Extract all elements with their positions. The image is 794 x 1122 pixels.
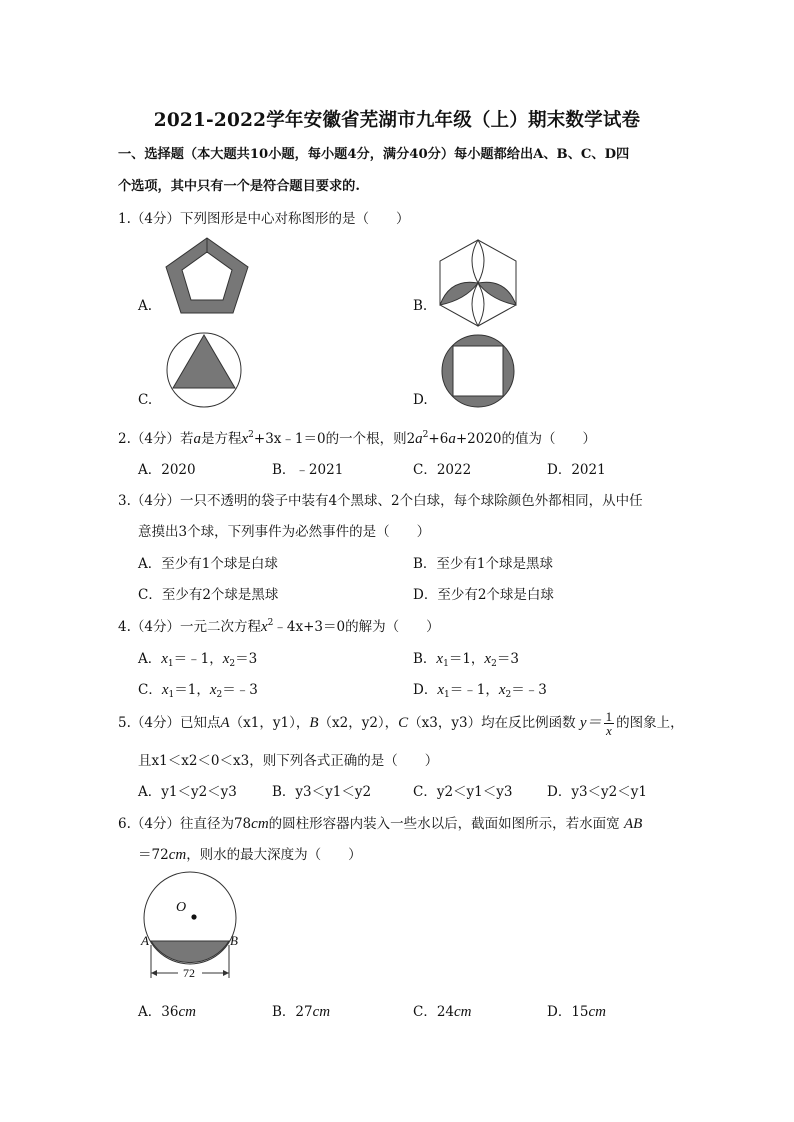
page-title: 2021-2022学年安徽省芜湖市九年级（上）期末数学试卷 (153, 110, 641, 131)
question-3-stem-line2: 意摸出3个球，下列事件为必然事件的是（ ） (138, 524, 431, 540)
option-3a[interactable]: A．至少有1个球是白球 (138, 556, 278, 572)
option-6c[interactable]: C．24cm (413, 1004, 472, 1020)
question-6-stem-line2: ＝72cm，则水的最大深度为（ ） (138, 847, 362, 863)
option-1d-label: D. (413, 392, 428, 408)
figure-1d-circle-square (439, 332, 517, 410)
figure-1b-hexagon (436, 238, 520, 328)
figure-6-label-b: B (230, 933, 238, 948)
option-6d[interactable]: D．15cm (547, 1004, 607, 1020)
figure-6-label-width: 72 (183, 966, 195, 980)
figure-1c-circle-triangle (164, 330, 244, 410)
option-3d[interactable]: D．至少有2个球是白球 (413, 587, 554, 603)
option-1c-label: C. (138, 392, 153, 408)
option-6a[interactable]: A．36cm (138, 1004, 196, 1020)
option-3c[interactable]: C．至少有2个球是黑球 (138, 587, 279, 603)
option-5d[interactable]: D．y3＜y2＜y1 (547, 784, 647, 800)
figure-6-label-a: A (141, 933, 149, 948)
question-1-stem: 1.（4分）下列图形是中心对称图形的是（ ） (118, 211, 410, 227)
figure-1a-pentagon (160, 234, 260, 316)
option-4c[interactable]: C．$x_1=1$，$x_2=﹣3$ (138, 682, 258, 700)
section-heading-line1: 一、选择题（本大题共10小题，每小题4分，满分40分）每小题都给出A、B、C、D四 (118, 147, 630, 162)
option-4b[interactable]: B．$x_1=1$，$x_2=3$ (413, 651, 519, 669)
option-6b[interactable]: B．27cm (272, 1004, 331, 1020)
question-3-stem-line1: 3.（4分）一只不透明的袋子中装有4个黑球、2个白球，每个球除颜色外都相同，从中任 (118, 493, 643, 509)
figure-6-label-o: O (176, 900, 187, 915)
option-2a[interactable]: A．2020 (138, 462, 196, 478)
option-1b-label: B. (413, 298, 428, 314)
option-5c[interactable]: C．y2＜y1＜y3 (413, 784, 513, 800)
option-5b[interactable]: B．y3＜y1＜y2 (272, 784, 372, 800)
option-1a-label: A. (138, 298, 153, 314)
option-5a[interactable]: A．y1＜y2＜y3 (138, 784, 237, 800)
question-6-stem-line1: 6.（4分）往直径为78cm的圆柱形容器内装入一些水以后，截面如图所示，若水面宽 AB (118, 816, 643, 832)
question-5-stem-line2: 且x1＜x2＜0＜x3，则下列各式正确的是（ ） (138, 753, 439, 769)
option-2d[interactable]: D．2021 (547, 462, 606, 478)
option-4d[interactable]: D．$x_1=﹣1$，$x_2=﹣3$ (413, 682, 547, 700)
option-2c[interactable]: C．2022 (413, 462, 472, 478)
fraction-1-over-x: $\frac{1}{x}$ (605, 709, 613, 738)
question-4-stem: 4.（4分）一元二次方程$x^2﹣4x+3=0$的解为（ ） (118, 618, 440, 635)
option-2b[interactable]: B．﹣2021 (272, 462, 344, 478)
option-3b[interactable]: B．至少有1个球是黑球 (413, 556, 554, 572)
option-4a[interactable]: A．$x_1=﹣1$，$x_2=3$ (138, 651, 258, 669)
question-5-stem-line1: 5.（4分）已知点A（x1，y1），B（x2，y2），C（x3，y3）均在反比例函数 y＝ $\frac{1}{x}$ 的图象上， (118, 709, 684, 738)
question-2-stem: 2.（4分）若a是方程$x^2+3x﹣1=0$的一个根，则$2a^2+6a+2020$的值为（ ） (118, 430, 596, 447)
section-heading-line2: 个选项，其中只有一个是符合题目要求的. (118, 179, 360, 194)
